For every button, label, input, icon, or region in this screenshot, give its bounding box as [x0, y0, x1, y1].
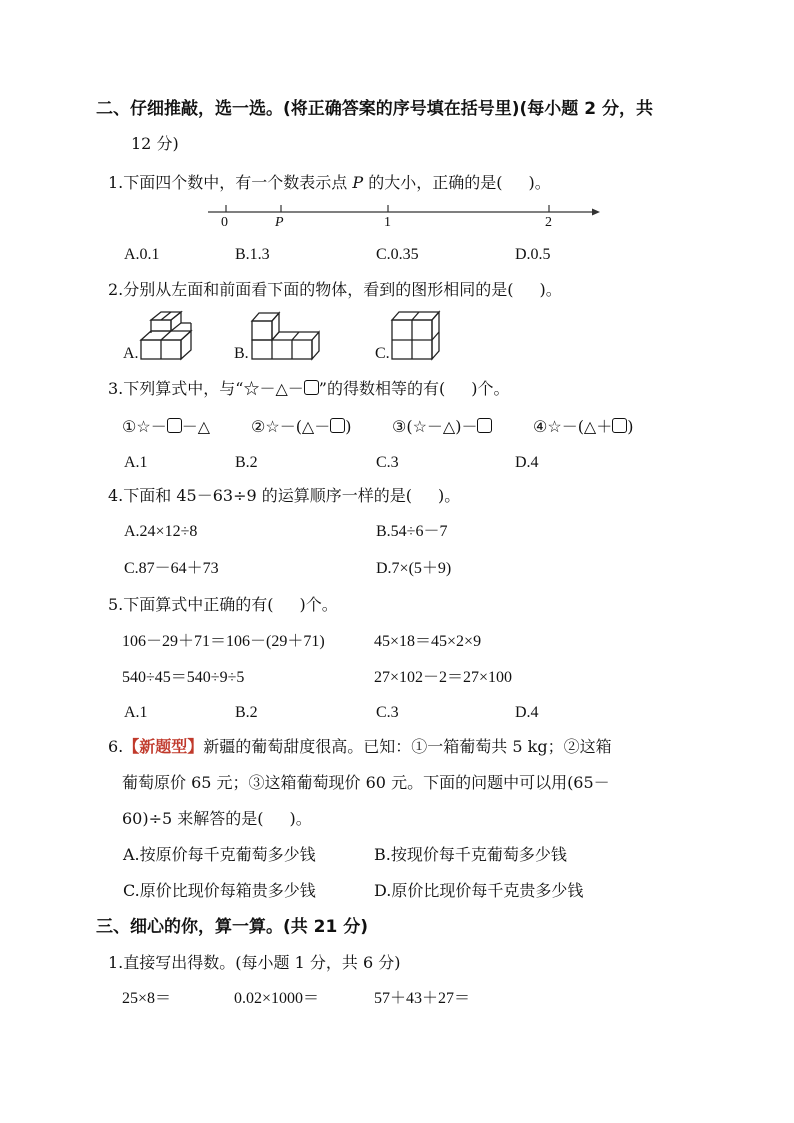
- q5-option-d[interactable]: D.4: [515, 704, 539, 721]
- q3-expr-1-b: －△: [181, 417, 211, 436]
- q6-line-2: 葡萄原价 65 元；③这箱葡萄现价 60 元。下面的问题中可以用(65－: [122, 773, 610, 792]
- q6-line-1: [108, 736, 612, 758]
- q3-expr-2-b: ): [345, 417, 352, 436]
- tick-label-2: 2: [545, 215, 552, 230]
- q3-stem-text: 3.下列算式中，与“☆－△－: [108, 379, 304, 398]
- q3-option-d[interactable]: D.4: [515, 454, 539, 471]
- q4-option-d[interactable]: D.7×(5＋9): [376, 560, 452, 577]
- q5-stem-end: )个。: [299, 595, 338, 614]
- q3-stem-text2: ”的得数相等的有(: [318, 379, 446, 398]
- q3-expr-4-b: ): [627, 417, 634, 436]
- s3q1-expr-2: 0.02×1000＝: [234, 990, 320, 1007]
- square-icon: [612, 418, 627, 433]
- q4-option-a[interactable]: A.24×12÷8: [124, 523, 198, 540]
- q4-stem-text: 4.下面和 45－63÷9 的运算顺序一样的是(: [108, 486, 412, 505]
- square-icon: [167, 418, 182, 433]
- tick-label-0: 0: [221, 215, 228, 230]
- q3-stem-end: )个。: [471, 379, 510, 398]
- tick-label-p: P: [275, 215, 284, 230]
- q3-expr-3-a: ③(☆－△)－: [392, 417, 478, 436]
- q3-expr-4-a: ④☆－(△＋: [533, 417, 613, 436]
- q5-option-b[interactable]: B.2: [235, 704, 258, 721]
- q6-line-3-text: 60)÷5 来解答的是(: [122, 809, 264, 828]
- q6-option-a[interactable]: A.按原价每千克葡萄多少钱: [123, 845, 316, 864]
- square-icon: [477, 418, 492, 433]
- square-icon: [330, 418, 345, 433]
- q6-option-c[interactable]: C.原价比现价每箱贵多少钱: [123, 881, 316, 900]
- new-type-tag: 【新题型】: [123, 737, 204, 756]
- section2-title: 二、仔细推敲，选一选。(将正确答案的序号填在括号里)(每小题 2 分，共: [96, 99, 653, 119]
- q3-expr-4: [533, 416, 634, 438]
- section3-title: 三、细心的你，算一算。(共 21 分): [96, 917, 369, 937]
- q2-stem-end: )。: [539, 280, 562, 299]
- q3-option-a[interactable]: A.1: [124, 454, 148, 471]
- q4-stem: [108, 485, 460, 507]
- q4-option-c[interactable]: C.87－64＋73: [124, 560, 219, 577]
- q2-option-b[interactable]: B.: [234, 345, 249, 362]
- tick-label-1: 1: [384, 215, 391, 230]
- s3q1-expr-1: 25×8＝: [122, 990, 172, 1007]
- q3-expr-1-a: ①☆－: [122, 417, 167, 436]
- s3q1-stem: 1.直接写出得数。(每小题 1 分，共 6 分): [108, 953, 401, 972]
- q6-line-1-text: 新疆的葡萄甜度很高。已知：①一箱葡萄共 5 kg；②这箱: [203, 737, 612, 756]
- q5-option-c[interactable]: C.3: [376, 704, 399, 721]
- q5-expr-1: 106－29＋71＝106－(29＋71): [122, 633, 325, 650]
- q1-option-b[interactable]: B.1.3: [235, 246, 270, 263]
- q1-stem-text2: 的大小，正确的是(: [363, 173, 503, 192]
- q3-expr-1: [122, 416, 210, 438]
- q4-stem-end: )。: [438, 486, 461, 505]
- q5-stem: [108, 594, 338, 616]
- q3-option-c[interactable]: C.3: [376, 454, 399, 471]
- q5-expr-4: 27×102－2＝27×100: [374, 669, 513, 686]
- q2-option-c[interactable]: C.: [375, 345, 390, 362]
- q1-stem-text: 1.下面四个数中，有一个数表示点: [108, 173, 353, 192]
- q5-stem-text: 5.下面算式中正确的有(: [108, 595, 274, 614]
- q6-option-b[interactable]: B.按现价每千克葡萄多少钱: [374, 845, 567, 864]
- q3-expr-3: [392, 416, 492, 438]
- q1-option-a[interactable]: A.0.1: [124, 246, 160, 263]
- q1-option-d[interactable]: D.0.5: [515, 246, 551, 263]
- q1-stem-end: )。: [528, 173, 551, 192]
- q4-option-b[interactable]: B.54÷6－7: [376, 523, 448, 540]
- s3q1-expr-3: 57＋43＋27＝: [374, 990, 471, 1007]
- q3-option-b[interactable]: B.2: [235, 454, 258, 471]
- q6-number: 6.: [108, 737, 124, 756]
- q6-option-d[interactable]: D.原价比现价每千克贵多少钱: [374, 881, 584, 900]
- square-icon: [304, 380, 319, 395]
- q3-expr-2: [251, 416, 352, 438]
- q2-stem-text: 2.分别从左面和前面看下面的物体，看到的图形相同的是(: [108, 280, 514, 299]
- q3-expr-2-a: ②☆－(△－: [251, 417, 331, 436]
- q2-option-a[interactable]: A.: [123, 345, 139, 362]
- q5-option-a[interactable]: A.1: [124, 704, 148, 721]
- q1-point-p: P: [352, 173, 364, 192]
- q5-expr-3: 540÷45＝540÷9÷5: [122, 669, 245, 686]
- section2-title-cont: 12 分): [131, 134, 179, 153]
- q1-option-c[interactable]: C.0.35: [376, 246, 419, 263]
- q6-line-3: [122, 808, 312, 830]
- q6-line-3-end: )。: [289, 809, 312, 828]
- q3-stem: [108, 378, 509, 400]
- q5-expr-2: 45×18＝45×2×9: [374, 633, 482, 650]
